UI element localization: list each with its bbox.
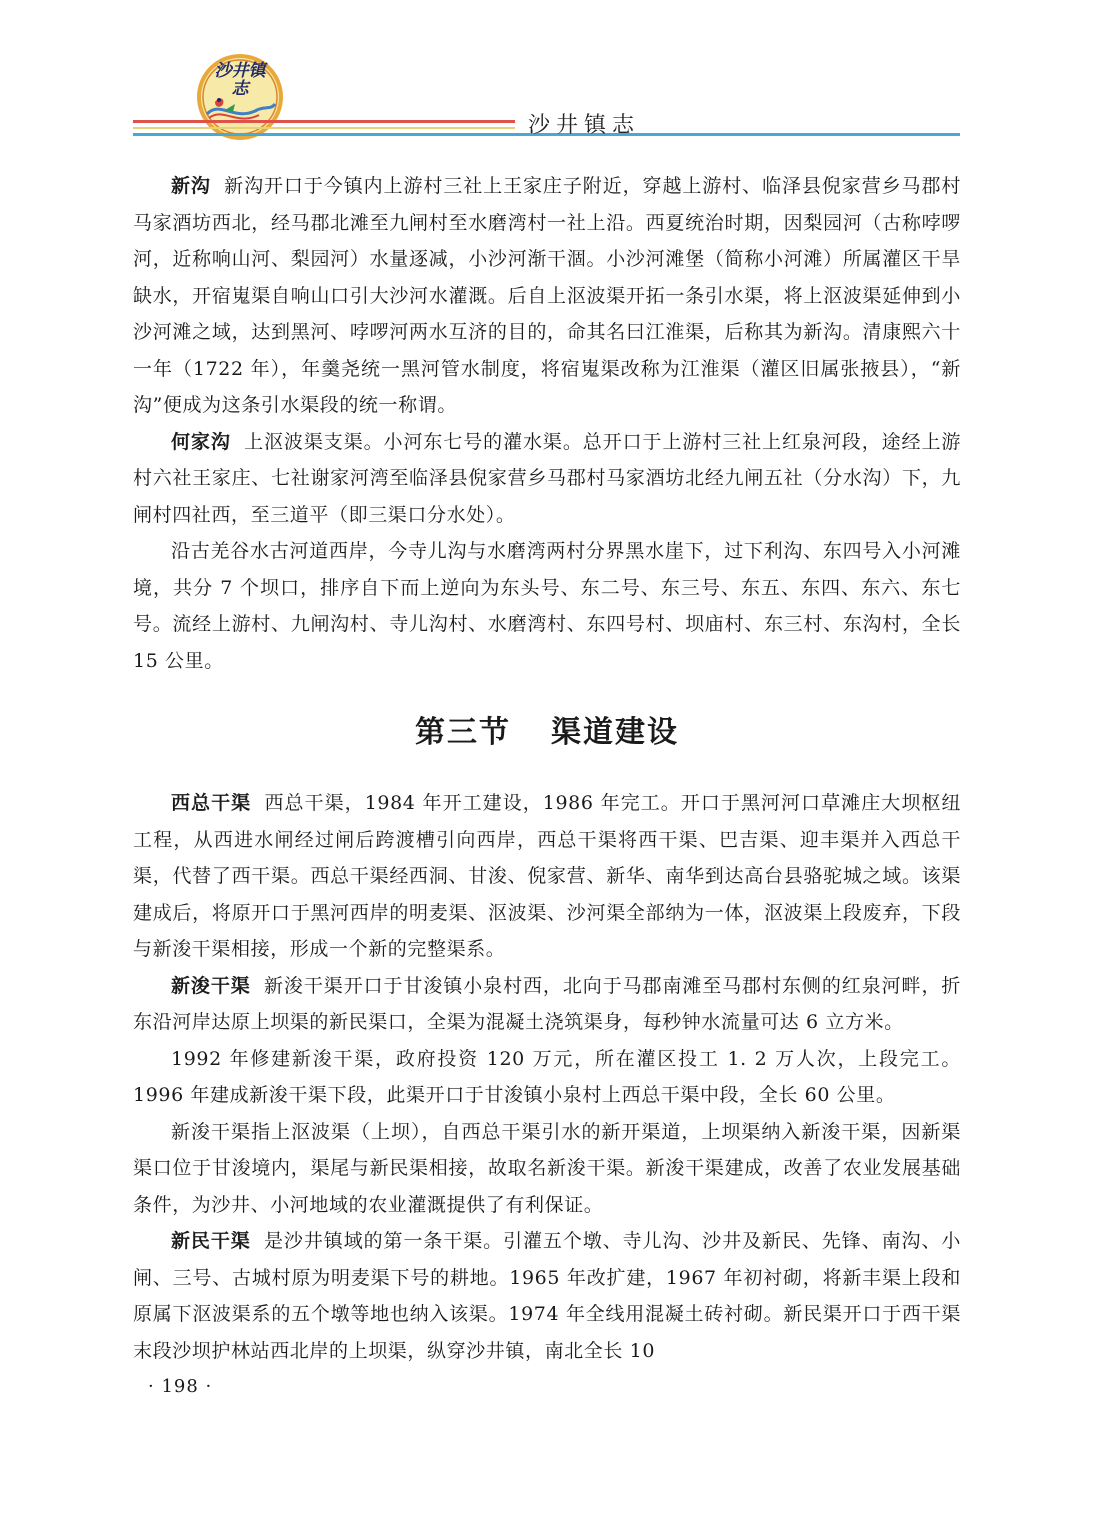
paragraph-text: 上沤波渠支渠。小河东七号的灌水渠。总开口于上游村三社上红泉河段，途经上游村六社王家庄、七社谢家河湾至临泽县倪家营乡马郡村马家酒坊北经九闸五社（分水沟）下，九闸村四社西，至三道平（即三渠口分水处）。	[133, 430, 961, 526]
term-label: 西总干渠	[171, 792, 252, 814]
paragraph-text: 1992 年修建新浚干渠，政府投资 120 万元，所在灌区投工 1. 2 万人次，上段完工。1996 年建成新浚干渠下段，此渠开口于甘浚镇小泉村上西总干渠中段，全长 60 公里。	[133, 1047, 961, 1106]
section-heading: 渠道建设	[551, 715, 679, 750]
term-label: 新民干渠	[171, 1230, 251, 1252]
header-rule-yellow	[133, 127, 515, 129]
page-body	[133, 168, 961, 1369]
paragraph-route	[133, 533, 961, 679]
paragraph-xinminganqu	[133, 1223, 961, 1369]
header-rule-blue	[133, 133, 515, 136]
header-rule-red	[133, 120, 515, 123]
logo-text: 沙井镇志	[214, 61, 266, 99]
paragraph-xingou	[133, 168, 961, 424]
paragraph-1992	[133, 1041, 961, 1114]
paragraph-text: 是沙井镇域的第一条干渠。引灌五个墩、寺儿沟、沙井及新民、先锋、南沟、小闸、三号、古城村原为明麦渠下号的耕地。1965 年改扩建，1967 年初衬砌，将新丰渠上段和原属下沤波渠系的五个墩等地也纳入该渠。1974 年全线用混凝土砖衬砌。新民渠开口于西干渠末段沙坝护林站西北岸的上坝渠，纵穿沙井镇，南北全长 10	[133, 1230, 961, 1362]
term-label: 何家沟	[171, 430, 231, 453]
paragraph-text: 新沟开口于今镇内上游村三社上王家庄子附近，穿越上游村、临泽县倪家营乡马郡村马家酒坊西北，经马郡北滩至九闸村至水磨湾村一社上沿。西夏统治时期，因梨园河（古称哱啰河，近称响山河、梨园河）水量逐减，小沙河渐干涸。小沙河滩堡（简称小河滩）所属灌区干旱缺水，开宿嵬渠自响山口引大沙河水灌溉。后自上沤波渠开拓一条引水渠，将上沤波渠延伸到小沙河滩之域，达到黑河、哱啰河两水互济的目的，命其名曰江淮渠，后称其为新沟。清康熙六十一年（1722 年），年羹尧统一黑河管水制度，将宿嵬渠改称为江淮渠（灌区旧属张掖县），“新沟”便成为这条引水渠段的统一称谓。	[133, 175, 962, 416]
paragraph-xizongganqu	[133, 785, 961, 968]
paragraph-text: 新浚干渠开口于甘浚镇小泉村西，北向于马郡南滩至马郡村东侧的红泉河畔，折东沿河岸达原上坝渠的新民渠口，全渠为混凝土浇筑渠身，每秒钟水流量可达 6 立方米。	[133, 974, 961, 1033]
page-number: · 198 ·	[148, 1376, 213, 1397]
paragraph-hejiagou	[133, 424, 961, 534]
term-label: 新沟	[171, 175, 211, 197]
term-label: 新浚干渠	[171, 974, 251, 997]
paragraph-text: 西总干渠，1984 年开工建设，1986 年完工。开口于黑河河口草滩庄大坝枢纽工程，从西进水闸经过闸后跨渡槽引向西岸，西总干渠将西干渠、巴吉渠、迎丰渠并入西总干渠，代替了西干渠。西总干渠经西洞、甘浚、倪家营、新华、南华到达高台县骆驼城之域。该渠建成后，将原开口于黑河西岸的明麦渠、沤波渠、沙河渠全部纳为一体，沤波渠上段废弃，下段与新浚干渠相接，形成一个新的完整渠系。	[133, 792, 962, 960]
page-header	[0, 0, 1093, 160]
book-title: 沙井镇志	[528, 113, 641, 138]
section-title	[133, 707, 961, 751]
paragraph-xinjunganqu	[133, 968, 961, 1041]
section-number: 第三节	[415, 715, 511, 750]
paragraph-xinjun-origin	[133, 1114, 961, 1224]
paragraph-text: 沿古羌谷水古河道西岸，今寺儿沟与水磨湾两村分界黑水崖下，过下利沟、东四号入小河滩境，共分 7 个坝口，排序自下而上逆向为东头号、东二号、东三号、东五、东四、东六、东七号。流经上游村、九闸沟村、寺儿沟村、水磨湾村、东四号村、坝庙村、东三村、东沟村，全长 15 公里。	[133, 540, 961, 672]
paragraph-text: 新浚干渠指上沤波渠（上坝），自西总干渠引水的新开渠道，上坝渠纳入新浚干渠，因新渠渠口位于甘浚境内，渠尾与新民渠相接，故取名新浚干渠。新浚干渠建成，改善了农业发展基础条件，为沙井、小河地域的农业灌溉提供了有利保证。	[133, 1120, 961, 1216]
